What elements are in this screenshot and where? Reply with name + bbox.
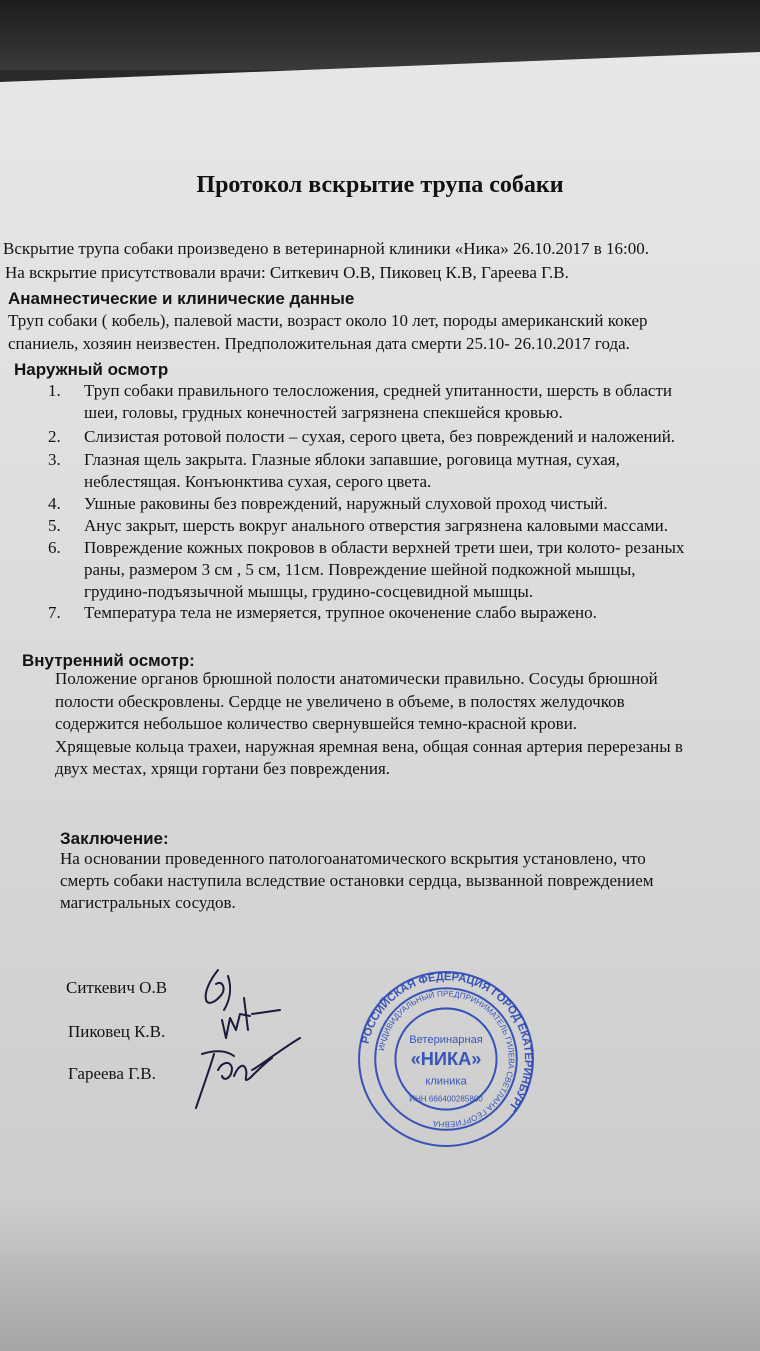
list-item-text: Повреждение кожных покровов в области верхней трети шеи, три колото- резаных bbox=[84, 538, 685, 557]
signature-3 bbox=[196, 1038, 300, 1108]
clinic-stamp bbox=[355, 968, 537, 1150]
list-item-number: 5. bbox=[48, 516, 61, 535]
internal-line-3: содержится небольшое количество свернувшейся темно-красной крови. bbox=[55, 714, 578, 733]
list-item-text: неблестящая. Конъюнктива сухая, серого цвета. bbox=[84, 472, 432, 491]
intro-line-2: На вскрытие присутствовали врачи: Ситкевич О.В, Пиковец К.В, Гареева Г.В. bbox=[5, 263, 569, 282]
intro-line-1: Вскрытие трупа собаки произведено в ветеринарной клиники «Ника» 26.10.2017 в 16:00. bbox=[3, 239, 649, 258]
list-item-number: 3. bbox=[48, 450, 61, 469]
paper-shadow bbox=[0, 1200, 760, 1351]
signature-1 bbox=[206, 970, 230, 1010]
conclusion-line-1: На основании проведенного патологоанатомического вскрытия установлено, что bbox=[60, 849, 646, 868]
signatures bbox=[192, 958, 302, 1128]
external-heading: Наружный осмотр bbox=[14, 360, 169, 379]
list-item-text: грудино-подъязычной мышцы, грудино-сосцевидной мышцы. bbox=[84, 582, 534, 601]
list-item-text: Труп собаки правильного телосложения, средней упитанности, шерсть в области bbox=[84, 381, 672, 400]
list-item-text: шеи, головы, грудных конечностей загрязнена спекшейся кровью. bbox=[84, 403, 563, 422]
conclusion-heading: Заключение: bbox=[60, 829, 169, 848]
stamp-clinic-top: Ветеринарная bbox=[409, 1033, 483, 1046]
anamnesis-line-2: спаниель, хозяин неизвестен. Предположительная дата смерти 25.10- 26.10.2017 года. bbox=[8, 334, 630, 353]
stamp-clinic-bottom: клиника bbox=[425, 1075, 467, 1088]
stamp-clinic-name: «НИКА» bbox=[410, 1049, 482, 1070]
list-item-number: 1. bbox=[48, 381, 61, 400]
list-item bbox=[48, 602, 597, 624]
signatory-3: Гареева Г.В. bbox=[68, 1064, 156, 1083]
list-item-number: 2. bbox=[48, 427, 61, 446]
list-item-text: Слизистая ротовой полости – сухая, серого цвета, без повреждений и наложений. bbox=[84, 427, 676, 446]
list-item bbox=[48, 380, 672, 424]
stamp-inner-text: ИНДИВИДУАЛЬНЫЙ ПРЕДПРИНИМАТЕЛЬ ГИЛЕВА СВЕТЛАНА ГЕОРГИЕВНА bbox=[376, 989, 516, 1129]
list-item-number: 7. bbox=[48, 603, 61, 622]
internal-line-1: Положение органов брюшной полости анатомически правильно. Сосуды брюшной bbox=[55, 669, 658, 688]
list-item-text: Анус закрыт, шерсть вокруг анального отверстия загрязнена каловыми массами. bbox=[84, 516, 669, 535]
list-item-text: Ушные раковины без повреждений, наружный слуховой проход чистый. bbox=[84, 494, 608, 513]
internal-line-5: двух местах, хрящи гортани без повреждения. bbox=[55, 759, 391, 778]
list-item-text: Глазная щель закрыта. Глазные яблоки запавшие, роговица мутная, сухая, bbox=[84, 450, 620, 469]
list-item-number: 4. bbox=[48, 494, 61, 513]
conclusion-line-3: магистральных сосудов. bbox=[60, 893, 236, 912]
stamp-outer-text: РОССИЙСКАЯ ФЕДЕРАЦИЯ ГОРОД ЕКАТЕРИНБУРГ bbox=[359, 971, 534, 1114]
list-item-text: Температура тела не измеряется, трупное окоченение слабо выражено. bbox=[84, 603, 597, 622]
stamp-inn: ИНН 666400285800 bbox=[409, 1094, 483, 1104]
anamnesis-line-1: Труп собаки ( кобель), палевой масти, возраст около 10 лет, породы американский кокер bbox=[8, 311, 648, 330]
anamnesis-heading: Анамнестические и клинические данные bbox=[8, 289, 355, 308]
list-item bbox=[48, 493, 608, 515]
internal-heading: Внутренний осмотр: bbox=[22, 651, 195, 670]
list-item bbox=[48, 426, 675, 448]
list-item-number: 6. bbox=[48, 538, 61, 557]
list-item-text: раны, размером 3 см , 5 см, 11см. Повреждение шейной подкожной мышцы, bbox=[84, 560, 636, 579]
internal-line-2: полости обескровлены. Сердце не увеличено в объеме, в полостях желудочков bbox=[55, 692, 625, 711]
document-title: Протокол вскрытие трупа собаки bbox=[196, 172, 564, 198]
signatory-2: Пиковец К.В. bbox=[68, 1022, 166, 1041]
signatory-1: Ситкевич О.В bbox=[66, 978, 168, 997]
list-item bbox=[48, 515, 668, 537]
list-item bbox=[48, 449, 620, 493]
signature-2 bbox=[222, 998, 280, 1038]
list-item bbox=[48, 537, 684, 603]
internal-line-4: Хрящевые кольца трахеи, наружная яремная вена, общая сонная артерия перерезаны в bbox=[55, 737, 683, 756]
conclusion-line-2: смерть собаки наступила вследствие остановки сердца, вызванной повреждением bbox=[60, 871, 654, 890]
